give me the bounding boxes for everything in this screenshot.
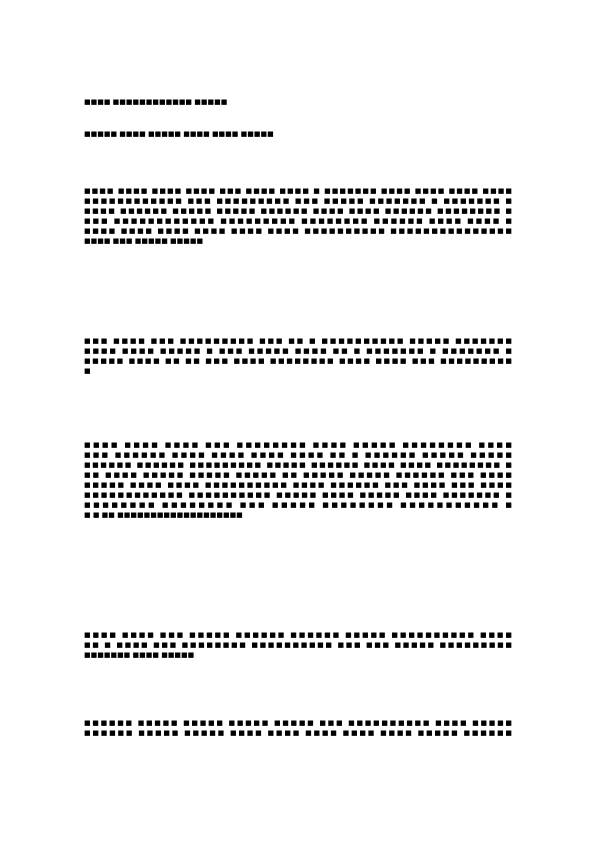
- paragraph-line: ■■■■ ■■■ ■■■■■ ■■■■■: [84, 237, 204, 245]
- paragraph-line: ■■■■■■ ■■■■■■ ■■■■■■■■■ ■■■■■ ■■■■■■ ■■■■ ■■■■ ■■■■■■■■ ■: [84, 461, 512, 469]
- paragraph-line: ■■■■■■ ■■■■■ ■■■■■ ■■■■ ■■■■ ■■■■ ■■■■ ■■■■ ■■■■■ ■■■■■■: [84, 729, 512, 737]
- heading-line-1: ■■■■ ■■■■■■■■■■■■ ■■■■■: [84, 98, 228, 106]
- paragraph-line: ■■■■ ■■■■■■ ■■■■■ ■■■■■ ■■■■■■ ■■■■ ■■■■ ■■■■■■ ■■■■■■■■ ■: [84, 207, 512, 215]
- paragraph-line: ■ ■ ■■ ■■■■■■■■■■■■■■■■■■■: [84, 511, 243, 519]
- paragraph-line: ■■■ ■■■■■■■■■■■■ ■■■■■■■■■ ■■■■■■■■ ■■■■■■ ■■■■ ■■■■ ■: [84, 217, 512, 225]
- paragraph-line: ■■■■■■■■■■■■ ■■■■■■■■■■ ■■■■■ ■■■■ ■■■■■ ■■■■ ■■■■■■■ ■: [84, 491, 512, 499]
- paragraph-line: ■■■■■ ■■■■ ■■■■ ■■■■■■■■■■ ■■■■ ■■■■■■ ■■■ ■■■■ ■■■ ■■■■: [84, 481, 512, 489]
- paragraph-line: ■■■■■■■■ ■■■■■■■■ ■■■ ■■■■■ ■■■■■■■■ ■■■■■■■■■■■ ■: [84, 501, 512, 509]
- paragraph-line: ■■■ ■■■■■■ ■■■■ ■■■■ ■■■■ ■■■■ ■■ ■ ■■■■■■ ■■■■■ ■■■■■: [84, 451, 512, 459]
- paragraph-3: [84, 440, 512, 520]
- paragraph-line: ■■■■ ■■■■ ■■■■ ■■■■ ■■■■ ■■■■ ■■■■■■■■■■ ■■■■■■■■■■■■■■■: [84, 227, 512, 235]
- paragraph-4: [84, 630, 512, 660]
- paragraph-line: ■■■■ ■■■■ ■■■ ■■■■■ ■■■■■■ ■■■■■■ ■■■■■ ■■■■■■■■■■ ■■■■: [84, 631, 512, 639]
- paragraph-line: ■■ ■■■■ ■■■■■ ■■■■■ ■■■■■ ■■ ■■■■■ ■■■■■ ■■■■■■ ■■■ ■■■■: [84, 471, 512, 479]
- paragraph-line: ■■■■■ ■■■■ ■■ ■■ ■■■ ■■■■ ■■■■■■■■ ■■■■ ■■■■ ■■■ ■■■■■■■■■: [84, 357, 512, 365]
- paragraph-line: ■■■■■■ ■■■■■ ■■■■■ ■■■■■ ■■■■■ ■■■ ■■■■■■■■■■ ■■■■ ■■■■■: [84, 719, 512, 727]
- paragraph-line: ■■■■ ■■■■ ■■■■ ■■■■ ■■■ ■■■■ ■■■■ ■ ■■■■■■■ ■■■■ ■■■■ ■■■■ ■■■■: [84, 187, 512, 195]
- paragraph-line: ■: [84, 367, 91, 375]
- paragraph-line: ■■ ■ ■■■■ ■■■ ■■■■■■■■ ■■■■■■■■■■ ■■■ ■■■ ■■■■■ ■■■■■■■■■: [84, 641, 512, 649]
- heading-line-2: ■■■■■ ■■■■ ■■■■■ ■■■■ ■■■■ ■■■■■: [84, 130, 274, 138]
- paragraph-line: ■■■■ ■■■■ ■■■■ ■■■ ■■■■■■■■ ■■■■ ■■■■■ ■■■■■■■■ ■■■■: [84, 441, 512, 449]
- paragraph-line: ■■■■■■■ ■■■■ ■■■■■: [84, 651, 195, 659]
- paragraph-line: ■■■■■■■■■■■■ ■■■ ■■■■■■■■■ ■■■ ■■■■■ ■■■■■■■ ■ ■■■■■■■ ■: [84, 197, 512, 205]
- paragraph-2: [84, 336, 512, 376]
- paragraph-line: ■■■■ ■■■■ ■■■■■ ■ ■■■ ■■■■■ ■■■■ ■■ ■ ■■■■■■■ ■ ■■■■■■■ ■: [84, 347, 512, 355]
- paragraph-5: [84, 718, 512, 738]
- paragraph-1: [84, 186, 512, 246]
- paragraph-line: ■■■ ■■■■ ■■■ ■■■■■■■■■ ■■■ ■■ ■ ■■■■■■■■■■ ■■■■■ ■■■■■■■: [84, 337, 512, 345]
